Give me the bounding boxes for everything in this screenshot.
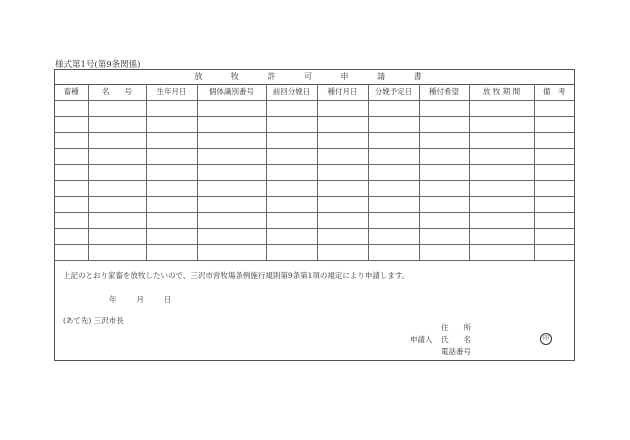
table-cell[interactable] bbox=[317, 180, 368, 196]
table-cell[interactable] bbox=[469, 180, 534, 196]
table-cell[interactable] bbox=[368, 228, 419, 244]
table-cell[interactable] bbox=[55, 100, 88, 116]
table-cell[interactable] bbox=[197, 196, 266, 212]
table-cell[interactable] bbox=[368, 180, 419, 196]
table-cell[interactable] bbox=[146, 196, 197, 212]
table-cell[interactable] bbox=[55, 212, 88, 228]
table-cell[interactable] bbox=[266, 244, 317, 260]
table-cell[interactable] bbox=[534, 196, 574, 212]
column-header-individual-id: 個体識別番号 bbox=[197, 84, 266, 100]
table-row bbox=[55, 100, 574, 116]
table-cell[interactable] bbox=[55, 180, 88, 196]
table-cell[interactable] bbox=[266, 116, 317, 132]
table-cell[interactable] bbox=[419, 148, 469, 164]
date-year-label: 年 bbox=[109, 295, 117, 304]
table-cell[interactable] bbox=[469, 116, 534, 132]
table-row bbox=[55, 180, 574, 196]
table-cell[interactable] bbox=[266, 212, 317, 228]
table-cell[interactable] bbox=[55, 244, 88, 260]
phone-field-label: 電話番号 bbox=[441, 347, 471, 356]
table-cell[interactable] bbox=[197, 164, 266, 180]
table-cell[interactable] bbox=[88, 228, 146, 244]
table-cell[interactable] bbox=[368, 100, 419, 116]
table-cell[interactable] bbox=[197, 212, 266, 228]
table-cell[interactable] bbox=[469, 132, 534, 148]
table-cell[interactable] bbox=[55, 228, 88, 244]
column-header-birth-date: 生年月日 bbox=[146, 84, 197, 100]
table-cell[interactable] bbox=[88, 196, 146, 212]
table-cell[interactable] bbox=[197, 228, 266, 244]
table-cell[interactable] bbox=[55, 148, 88, 164]
table-cell[interactable] bbox=[88, 132, 146, 148]
table-cell[interactable] bbox=[368, 244, 419, 260]
table-cell[interactable] bbox=[469, 100, 534, 116]
table-cell[interactable] bbox=[146, 116, 197, 132]
table-cell[interactable] bbox=[88, 164, 146, 180]
table-cell[interactable] bbox=[317, 132, 368, 148]
table-cell[interactable] bbox=[317, 244, 368, 260]
column-header-name: 名 号 bbox=[88, 84, 146, 100]
table-cell[interactable] bbox=[368, 116, 419, 132]
table-cell[interactable] bbox=[534, 212, 574, 228]
table-cell[interactable] bbox=[88, 244, 146, 260]
column-header-breeding-date: 種付月日 bbox=[317, 84, 368, 100]
name-field-label: 氏 名 bbox=[441, 335, 471, 344]
table-cell[interactable] bbox=[55, 164, 88, 180]
table-cell[interactable] bbox=[317, 164, 368, 180]
table-cell[interactable] bbox=[266, 180, 317, 196]
table-cell[interactable] bbox=[534, 164, 574, 180]
table-cell[interactable] bbox=[55, 132, 88, 148]
column-header-breeding-request: 種付希望 bbox=[419, 84, 469, 100]
table-row bbox=[55, 164, 574, 180]
table-cell[interactable] bbox=[55, 116, 88, 132]
table-cell[interactable] bbox=[88, 180, 146, 196]
table-cell[interactable] bbox=[197, 180, 266, 196]
table-cell[interactable] bbox=[146, 212, 197, 228]
table-cell[interactable] bbox=[146, 164, 197, 180]
table-cell[interactable] bbox=[469, 148, 534, 164]
table-row bbox=[55, 132, 574, 148]
table-body bbox=[55, 100, 574, 260]
seal-mark: 印 bbox=[540, 333, 552, 345]
table-cell[interactable] bbox=[317, 212, 368, 228]
table-cell[interactable] bbox=[419, 164, 469, 180]
table-cell[interactable] bbox=[266, 164, 317, 180]
table-cell[interactable] bbox=[534, 180, 574, 196]
column-header-remarks: 備 考 bbox=[534, 84, 574, 100]
table-cell[interactable] bbox=[368, 164, 419, 180]
table-row bbox=[55, 196, 574, 212]
table-cell[interactable] bbox=[317, 148, 368, 164]
form-number: 様式第1号(第9条関係) bbox=[55, 60, 141, 70]
table-cell[interactable] bbox=[146, 244, 197, 260]
table-cell[interactable] bbox=[146, 228, 197, 244]
table-cell[interactable] bbox=[469, 228, 534, 244]
table-cell[interactable] bbox=[368, 148, 419, 164]
table-cell[interactable] bbox=[266, 148, 317, 164]
column-header-species: 畜種 bbox=[55, 84, 88, 100]
table-cell[interactable] bbox=[368, 132, 419, 148]
table-cell[interactable] bbox=[146, 180, 197, 196]
table-cell[interactable] bbox=[419, 100, 469, 116]
table-cell[interactable] bbox=[419, 212, 469, 228]
table-cell[interactable] bbox=[419, 244, 469, 260]
table-cell[interactable] bbox=[266, 228, 317, 244]
table-cell[interactable] bbox=[88, 100, 146, 116]
table-cell[interactable] bbox=[146, 148, 197, 164]
table-cell[interactable] bbox=[534, 244, 574, 260]
table-cell[interactable] bbox=[55, 196, 88, 212]
table-cell[interactable] bbox=[317, 196, 368, 212]
table-cell[interactable] bbox=[534, 132, 574, 148]
table-cell[interactable] bbox=[534, 116, 574, 132]
date-month-label: 月 bbox=[136, 295, 144, 304]
table-cell[interactable] bbox=[197, 116, 266, 132]
column-header-grazing-period: 放 牧 期 間 bbox=[469, 84, 534, 100]
table-cell[interactable] bbox=[469, 244, 534, 260]
table-cell[interactable] bbox=[197, 100, 266, 116]
application-date bbox=[109, 294, 172, 305]
table-cell[interactable] bbox=[197, 244, 266, 260]
application-statement: 上記のとおり家畜を放牧したいので、三沢市営牧場条例施行規則第9条第1項の規定により申請します。 bbox=[63, 271, 410, 280]
table-header-row bbox=[55, 84, 574, 100]
table-cell[interactable] bbox=[469, 212, 534, 228]
table-cell[interactable] bbox=[88, 116, 146, 132]
table-cell[interactable] bbox=[197, 132, 266, 148]
table-row bbox=[55, 228, 574, 244]
table-cell[interactable] bbox=[419, 228, 469, 244]
table-cell[interactable] bbox=[146, 100, 197, 116]
table-cell[interactable] bbox=[88, 148, 146, 164]
table-cell[interactable] bbox=[146, 132, 197, 148]
table-cell[interactable] bbox=[266, 196, 317, 212]
table-cell[interactable] bbox=[419, 180, 469, 196]
livestock-table bbox=[55, 84, 574, 261]
table-cell[interactable] bbox=[317, 228, 368, 244]
table-cell[interactable] bbox=[534, 100, 574, 116]
table-cell[interactable] bbox=[317, 100, 368, 116]
table-cell[interactable] bbox=[266, 100, 317, 116]
table-cell[interactable] bbox=[368, 212, 419, 228]
applicant-label: 申請人 bbox=[410, 335, 433, 344]
form-title: 放 牧 許 可 申 請 書 bbox=[55, 70, 574, 85]
table-cell[interactable] bbox=[534, 228, 574, 244]
table-cell[interactable] bbox=[419, 132, 469, 148]
table-cell[interactable] bbox=[469, 196, 534, 212]
date-day-label: 日 bbox=[164, 295, 172, 304]
table-cell[interactable] bbox=[469, 164, 534, 180]
table-cell[interactable] bbox=[317, 116, 368, 132]
table-cell[interactable] bbox=[534, 148, 574, 164]
table-row bbox=[55, 148, 574, 164]
application-form bbox=[54, 69, 575, 361]
table-cell[interactable] bbox=[197, 148, 266, 164]
table-cell[interactable] bbox=[419, 196, 469, 212]
table-cell[interactable] bbox=[368, 196, 419, 212]
table-cell[interactable] bbox=[88, 212, 146, 228]
column-header-last-calving-date: 前回分娩日 bbox=[266, 84, 317, 100]
table-cell[interactable] bbox=[266, 132, 317, 148]
table-row bbox=[55, 116, 574, 132]
table-cell[interactable] bbox=[419, 116, 469, 132]
column-header-expected-calving-date: 分娩予定日 bbox=[368, 84, 419, 100]
table-row bbox=[55, 244, 574, 260]
table-row bbox=[55, 212, 574, 228]
addressee: (あて先) 三沢市長 bbox=[63, 316, 124, 325]
address-field-label: 住 所 bbox=[441, 323, 471, 332]
